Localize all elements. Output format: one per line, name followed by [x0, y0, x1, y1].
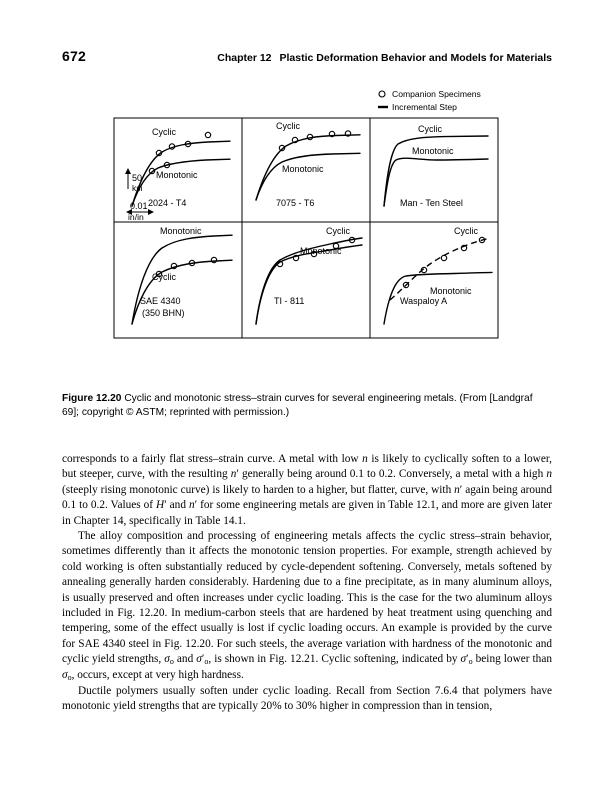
figure-caption-label: Figure 12.20 [62, 393, 122, 404]
figure-caption [62, 392, 552, 421]
axis-scale-indicator [125, 168, 154, 222]
panel-man-ten-curve-label-monotonic: Monotonic [412, 146, 454, 156]
panel-2024-t4-curve-label-cyclic: Cyclic [152, 127, 176, 137]
p1-prime2: ′ [459, 483, 463, 496]
figure-legend [378, 89, 481, 112]
p2-sigma1: σ [164, 653, 170, 666]
panel-waspaloy-a [384, 226, 492, 324]
p1-H: H [156, 499, 165, 512]
p2-sigma1-sub: o [169, 657, 174, 667]
panel-sae-4340-curve-label-cyclic: Cyclic [152, 272, 176, 282]
p1-n1: n [362, 453, 368, 465]
legend-companion-specimens: Companion Specimens [392, 89, 481, 99]
panel-man-ten-curve-label-cyclic: Cyclic [418, 124, 442, 134]
panel-ti-811-curve-label-monotonic: Monotonic [300, 246, 342, 256]
panel-waspaloy-curve-label-cyclic: Cyclic [454, 226, 478, 236]
p1-e: again being around 0.1 to 0.2. Values of [62, 483, 552, 512]
p2-sigma4-sub: o [67, 672, 72, 682]
p1-c: generally being around 0.1 to 0.2. Conversely, a metal with a high [238, 468, 547, 481]
p2-sigma3-prime: ′ [466, 653, 469, 666]
axis-x-value: 0.01 [130, 201, 148, 211]
figure-12-20 [104, 88, 509, 373]
panel-waspaloy-material: Waspaloy A [400, 296, 448, 306]
page-header [62, 48, 552, 64]
axis-y-value: 50 [132, 173, 143, 183]
legend-incremental-step: Incremental Step [392, 102, 457, 112]
running-head [217, 52, 552, 64]
p2-sigma3: σ [460, 653, 467, 666]
panel-2024-t4-curve-label-monotonic: Monotonic [156, 170, 198, 180]
p3-a: Ductile polymers usually soften under cyclic loading. Recall from Section 7.6.4 that polymers have monotonic yield strengths that are typically 20% to 30% higher in compression than in tension, [62, 684, 552, 712]
p1-d: (steeply rising monotonic curve) is likely to harden to a higher, but flatter, curve, with [62, 483, 455, 496]
p2-c: , is shown in Fig. 12.21. Cyclic softening, indicated by [208, 653, 461, 666]
page-number: 672 [62, 48, 86, 64]
panel-waspaloy-curve-label-monotonic: Monotonic [430, 286, 472, 296]
panel-2024-t4-material: 2024 - T4 [148, 198, 187, 208]
panel-sae-4340-material-sub: (350 BHN) [142, 308, 185, 318]
figure-graphic [104, 88, 509, 373]
panel-frame-waspaloy [370, 222, 498, 338]
panel-7075-t6-curve-label-cyclic: Cyclic [276, 121, 300, 131]
p1-n4: n [454, 483, 460, 496]
p1-n3: n [546, 468, 552, 481]
p2-e: , occurs, except at very high hardness. [71, 668, 244, 681]
panel-sae-4340-curve-label-monotonic: Monotonic [160, 226, 202, 236]
panel-2024-t4 [125, 127, 230, 222]
p1-a: corresponds to a fairly flat stress–strain curve. A metal with low [62, 453, 363, 465]
p1-n2: n [230, 468, 237, 481]
panel-ti-811-curve-label-cyclic: Cyclic [326, 226, 350, 236]
panel-7075-t6-curve-label-monotonic: Monotonic [282, 164, 324, 174]
p1-f: and [166, 499, 189, 512]
panel-7075-t6-material: 7075 - T6 [276, 198, 315, 208]
p2-sigma2-prime: ′ [201, 653, 205, 666]
p1-prime4: ′ [194, 499, 198, 512]
paragraph-1 [62, 452, 552, 529]
p1-prime3: ′ [164, 499, 167, 512]
panel-sae-4340-material: SAE 4340 [140, 296, 181, 306]
running-head-chapter: Chapter 12 [217, 52, 272, 64]
p1-n5: n [188, 499, 195, 512]
panel-man-ten-steel [384, 124, 488, 208]
panel-man-ten-material: Man - Ten Steel [400, 198, 463, 208]
panel-ti-811-material: TI - 811 [274, 296, 305, 306]
p2-d: being lower than [472, 653, 552, 666]
p2-sigma2-sub: o [204, 657, 209, 667]
p1-b: is likely to cyclically soften to a lower, but steeper, curve, with the resulting [62, 453, 552, 481]
paragraph-2 [62, 529, 552, 684]
p1-prime1: ′ [236, 468, 239, 481]
p2-b: and [173, 653, 197, 666]
p2-a: The alloy composition and processing of engineering metals affects the cyclic stress–strain behavior, sometimes differently than it affects the monotonic tension properties. For example, strength achieved by cold working is often substantially reduced by cycle-dependent softening. Conversely, metals softened by annealing generally harden considerably. Hardening due to a fine precipitate, as in many aluminum alloys, is usually preserved and often increases under cyclic loading. This is the case for the two aluminum alloys included in Fig. 12.20. In medium-carbon steels that are hardened by heat treatment using quenching and tempering, some of the effect usually is lost if cyclic loading occurs. An example is provided by the curve for SAE 4340 steel in Fig. 12.20. For such steels, the average variation with hardness of the monotonic and cyclic yield strengths, [62, 530, 552, 666]
running-head-title: Plastic Deformation Behavior and Models for Materials [279, 52, 552, 64]
axis-y-unit: ksi [132, 183, 143, 193]
panel-sae-4340 [132, 226, 232, 324]
panel-7075-t6 [256, 121, 360, 208]
p2-sigma4: σ [62, 668, 68, 681]
figure-caption-text: Cyclic and monotonic stress–strain curves for several engineering metals. (From [Landgraf 69]; copyright © ASTM; reprinted with permission.) [62, 393, 533, 419]
axis-x-unit: in/in [128, 212, 144, 222]
p1-g: for some engineering metals are given in Table 12.1, and more are given later in Chapter 14, specifically in Table 14.1. [62, 499, 552, 527]
paragraph-3 [62, 684, 552, 715]
p2-sigma3-sub: o [468, 657, 473, 667]
body-text [62, 452, 552, 714]
p2-sigma2: σ [196, 653, 202, 666]
panel-ti-811 [256, 226, 362, 324]
